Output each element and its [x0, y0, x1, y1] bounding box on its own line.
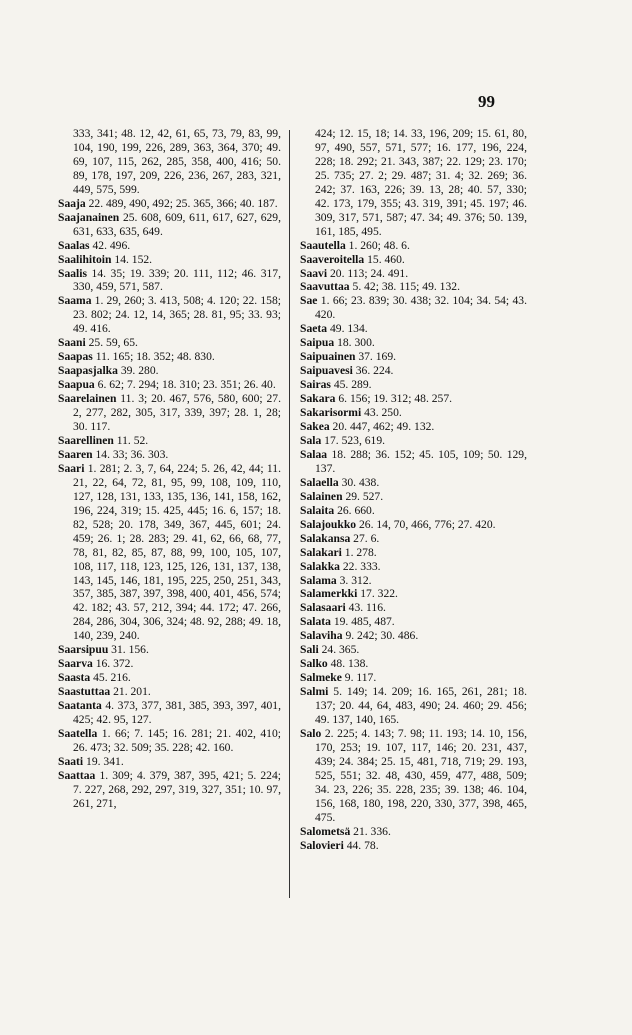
- index-entry: [300, 574, 527, 588]
- entry-references: 31. 156.: [111, 643, 149, 657]
- entry-headword: Sakara: [300, 392, 336, 406]
- entry-references: 21. 336.: [353, 824, 391, 838]
- entry-references: 1. 260; 48. 6.: [348, 238, 410, 252]
- entry-references: 44. 78.: [346, 838, 379, 852]
- entry-headword: Salakari: [300, 545, 342, 559]
- index-entry: [300, 420, 527, 434]
- entry-headword: Saarelainen: [58, 392, 117, 406]
- index-entry: [58, 253, 281, 267]
- entry-references: 6. 156; 19. 312; 48. 257.: [338, 392, 453, 406]
- entry-references: 11. 52.: [116, 433, 149, 447]
- entry-headword: Saipuavesi: [300, 364, 353, 378]
- entry-headword: Salainen: [300, 489, 343, 503]
- index-entry: [58, 462, 281, 643]
- index-entry: [58, 699, 281, 727]
- index-column-right: [300, 127, 527, 853]
- entry-headword: Saalihitoin: [58, 252, 112, 266]
- entry-headword: Saeta: [300, 322, 328, 336]
- entry-headword: Salakka: [300, 559, 340, 573]
- entry-references: 43. 116.: [348, 601, 386, 615]
- entry-references: 1. 66; 23. 839; 30. 438; 32. 104; 34. 54; 43. 420.: [315, 294, 528, 322]
- entry-headword: Saapas: [58, 350, 93, 364]
- entry-references: 17. 523, 619.: [324, 433, 386, 447]
- entry-headword: Salamerkki: [300, 587, 358, 601]
- index-entry: [300, 615, 527, 629]
- index-entry: [300, 364, 527, 378]
- index-entry: [300, 294, 527, 322]
- entry-headword: Sali: [300, 643, 319, 657]
- index-entry: [58, 239, 281, 253]
- entry-headword: Saavi: [300, 266, 328, 280]
- entry-headword: Saaja: [58, 196, 86, 210]
- entry-headword: Saautella: [300, 238, 346, 252]
- index-entry: [300, 671, 527, 685]
- entry-headword: Saaren: [58, 447, 93, 461]
- entry-headword: Saajanainen: [58, 210, 120, 224]
- entry-headword: Saastuttaa: [58, 685, 111, 699]
- index-entry: [300, 253, 527, 267]
- index-entry: [58, 211, 281, 239]
- index-entry: [300, 560, 527, 574]
- index-entry: [58, 350, 281, 364]
- entry-headword: Saarva: [58, 657, 93, 671]
- entry-headword: Saalis: [58, 266, 87, 280]
- index-entry: [300, 727, 527, 825]
- entry-headword: Saipuainen: [300, 350, 356, 364]
- entry-headword: Salata: [300, 615, 331, 629]
- index-entry: [300, 490, 527, 504]
- index-entry: [300, 643, 527, 657]
- entry-headword: Saavuttaa: [300, 280, 350, 294]
- entry-headword: Saarsipuu: [58, 643, 109, 657]
- entry-headword: Sae: [300, 294, 318, 308]
- entry-headword: Saatella: [58, 726, 98, 740]
- index-entry: [300, 518, 527, 532]
- entry-references: 14. 35; 19. 339; 20. 111, 112; 46. 317, 330, 459, 571, 587.: [73, 266, 281, 294]
- entry-headword: Saatanta: [58, 699, 102, 713]
- index-entry: [58, 392, 281, 434]
- entry-references: 5. 149; 14. 209; 16. 165, 261, 281; 18. 137; 20. 44, 64, 483, 490; 24. 460; 29. 456; 49. 137, 140, 165.: [315, 685, 527, 727]
- entry-references: 3. 312.: [339, 573, 372, 587]
- entry-headword: Salometsä: [300, 824, 351, 838]
- entry-headword: Salaa: [300, 447, 328, 461]
- entry-references: 45. 289.: [333, 378, 372, 392]
- index-entry: [300, 601, 527, 615]
- index-entry: [300, 504, 527, 518]
- index-entry: [300, 825, 527, 839]
- entry-headword: Salama: [300, 573, 337, 587]
- index-entry: [300, 839, 527, 853]
- index-entry: [58, 657, 281, 671]
- entry-headword: Saama: [58, 294, 92, 308]
- entry-references: 29. 527.: [345, 489, 384, 503]
- entry-references: 11. 165; 18. 352; 48. 830.: [95, 350, 215, 364]
- entry-headword: Salaviha: [300, 629, 343, 643]
- entry-references: 21. 201.: [113, 685, 151, 699]
- entry-headword: Sakea: [300, 420, 330, 434]
- entry-references: 4. 373, 377, 381, 385, 393, 397, 401, 425; 42. 95, 127.: [73, 699, 281, 727]
- index-entry: [300, 127, 527, 239]
- entry-references: 1. 281; 2. 3, 7, 64, 224; 5. 26, 42, 44; 11. 21, 22, 64, 72, 81, 95, 99, 108, 109, 110, 127, 128, 131, 133, 135, 136, 141, 158, 162, 196, 224, 319; 15. 425, 445; 16. 6, 157; 18. 82, 528; 20. 178, 349, 367, 445, 601; 24. 459; 26. 1; 28. 283; 29. 41, 62, 66, 68, 77, 78, 81, 82, 85, 87, 88, 99, 100, 105, 107, 108, 117, 118, 123, 125, 126, 131, 137, 138, 143, 145, 146, 181, 195, 225, 250, 251, 343, 357, 385, 387, 397, 398, 400, 401, 456, 574; 42. 182; 43. 57, 212, 394; 44. 172; 47. 266, 284, 286, 304, 306, 324; 48. 92, 288; 49. 18, 140, 239, 240.: [73, 461, 281, 643]
- entry-headword: Salakansa: [300, 531, 351, 545]
- index-entry: [300, 546, 527, 560]
- entry-references: 36. 224.: [355, 364, 394, 378]
- entry-references: 18. 300.: [337, 336, 375, 350]
- entry-headword: Salmeke: [300, 671, 342, 685]
- index-entry: [58, 267, 281, 295]
- entry-references: 6. 62; 7. 294; 18. 310; 23. 351; 26. 40.: [97, 378, 276, 392]
- index-entry: [58, 294, 281, 336]
- page-number: 99: [478, 92, 495, 111]
- entry-references: 2. 225; 4. 143; 7. 98; 11. 193; 14. 10, 156, 170, 253; 19. 107, 117, 146; 20. 231, 437, 439; 24. 384; 25. 15, 481, 718, 719; 29. 193, 525, 551; 32. 48, 430, 459, 477, 488, 509; 34. 23, 226; 35. 228, 235; 39. 138; 46. 104, 156, 168, 180, 198, 220, 330, 377, 398, 465, 475.: [315, 726, 527, 824]
- index-entry: [58, 434, 281, 448]
- index-entry: [300, 532, 527, 546]
- entry-references: 24. 365.: [321, 643, 360, 657]
- entry-references: 19. 341.: [86, 754, 124, 768]
- entry-headword: Saani: [58, 336, 86, 350]
- index-entry: [58, 755, 281, 769]
- entry-references: 37. 169.: [358, 350, 397, 364]
- entry-references: 30. 438.: [341, 475, 380, 489]
- entry-references: 333, 341; 48. 12, 42, 61, 65, 73, 79, 83, 99, 104, 190, 199, 226, 289, 363, 364, 370; 49. 69, 107, 115, 262, 285, 358, 400, 416; 50. 89, 178, 197, 209, 226, 236, 267, 283, 321, 449, 575, 599.: [73, 127, 281, 196]
- entry-references: 39. 280.: [120, 364, 159, 378]
- entry-references: 19. 485, 487.: [333, 615, 395, 629]
- index-entry: [58, 364, 281, 378]
- index-entry: [300, 336, 527, 350]
- index-entry: [300, 406, 527, 420]
- entry-headword: Saati: [58, 754, 84, 768]
- entry-references: 1. 29, 260; 3. 413, 508; 4. 120; 22. 158; 23. 802; 24. 12, 14, 365; 28. 81, 95; 33. 93; 49. 416.: [73, 294, 281, 336]
- entry-headword: Saapua: [58, 378, 95, 392]
- entry-references: 26. 14, 70, 466, 776; 27. 420.: [358, 517, 496, 531]
- entry-headword: Salajoukko: [300, 517, 357, 531]
- index-entry: [58, 197, 281, 211]
- entry-references: 26. 660.: [337, 503, 375, 517]
- entry-headword: Saattaa: [58, 768, 96, 782]
- entry-references: 5. 42; 38. 115; 49. 132.: [352, 280, 460, 294]
- index-entry: [300, 280, 527, 294]
- entry-references: 49. 134.: [329, 322, 368, 336]
- index-entry: [300, 657, 527, 671]
- entry-references: 48. 138.: [330, 657, 369, 671]
- entry-references: 22. 489, 490, 492; 25. 365, 366; 40. 187.: [88, 196, 278, 210]
- entry-headword: Sakarisormi: [300, 406, 362, 420]
- entry-references: 45. 216.: [93, 671, 131, 685]
- entry-references: 14. 152.: [114, 252, 153, 266]
- entry-references: 18. 288; 36. 152; 45. 105, 109; 50. 129, 137.: [315, 447, 527, 475]
- entry-headword: Sairas: [300, 378, 331, 392]
- index-column-left: [58, 127, 281, 811]
- index-entry: [300, 322, 527, 336]
- entry-references: 25. 608, 609, 611, 617, 627, 629, 631, 633, 635, 649.: [73, 210, 281, 238]
- index-entry: [58, 685, 281, 699]
- entry-headword: Saapasjalka: [58, 364, 118, 378]
- index-entry: [300, 392, 527, 406]
- entry-headword: Saarellinen: [58, 433, 114, 447]
- index-entry: [300, 685, 527, 727]
- entry-references: 1. 66; 7. 145; 16. 281; 21. 402, 410; 26. 473; 32. 509; 35. 228; 42. 160.: [73, 726, 281, 754]
- entry-references: 14. 33; 36. 303.: [95, 447, 169, 461]
- entry-headword: Salo: [300, 726, 322, 740]
- index-entry: [300, 629, 527, 643]
- entry-references: 42. 496.: [92, 238, 131, 252]
- entry-headword: Salovieri: [300, 838, 344, 852]
- index-entry: [58, 671, 281, 685]
- entry-references: 11. 3; 20. 467, 576, 580, 600; 27. 2, 277, 282, 305, 317, 339, 397; 28. 1, 28; 30. 117.: [73, 392, 281, 434]
- entry-references: 25. 59, 65.: [88, 336, 138, 350]
- index-entry: [58, 769, 281, 811]
- entry-headword: Saari: [58, 461, 85, 475]
- index-entry: [58, 643, 281, 657]
- index-entry: [58, 448, 281, 462]
- entry-references: 9. 117.: [344, 671, 377, 685]
- index-entry: [58, 127, 281, 197]
- entry-references: 20. 113; 24. 491.: [329, 266, 409, 280]
- entry-headword: Saaveroitella: [300, 252, 365, 266]
- index-entry: [300, 267, 527, 281]
- entry-headword: Saasta: [58, 671, 91, 685]
- entry-references: 15. 460.: [367, 252, 405, 266]
- entry-references: 20. 447, 462; 49. 132.: [332, 420, 435, 434]
- entry-headword: Salaella: [300, 475, 339, 489]
- entry-headword: Saipua: [300, 336, 335, 350]
- entry-headword: Salasaari: [300, 601, 346, 615]
- index-entry: [300, 587, 527, 601]
- entry-references: 43. 250.: [364, 406, 402, 420]
- column-divider: [289, 130, 290, 898]
- entry-references: 1. 278.: [344, 545, 377, 559]
- index-entry: [300, 350, 527, 364]
- entry-headword: Salaita: [300, 503, 335, 517]
- index-entry: [58, 727, 281, 755]
- index-entry: [300, 476, 527, 490]
- index-entry: [300, 434, 527, 448]
- entry-references: 424; 12. 15, 18; 14. 33, 196, 209; 15. 61, 80, 97, 490, 557, 571, 577; 16. 177, 196, 224, 228; 18. 292; 21. 343, 387; 22. 129; 23. 170; 25. 735; 27. 2; 29. 487; 31. 4; 32. 269; 36. 242; 37. 163, 226; 39. 13, 28; 40. 57, 330; 42. 173, 179, 355; 43. 319, 391; 45. 197; 46. 309, 317, 571, 587; 47. 34; 49. 376; 50. 139, 161, 185, 495.: [315, 127, 527, 238]
- entry-references: 9. 242; 30. 486.: [345, 629, 419, 643]
- index-entry: [300, 448, 527, 476]
- index-entry: [300, 378, 527, 392]
- entry-headword: Saalas: [58, 238, 90, 252]
- index-entry: [58, 378, 281, 392]
- entry-references: 22. 333.: [342, 559, 381, 573]
- entry-references: 27. 6.: [353, 531, 380, 545]
- index-entry: [300, 239, 527, 253]
- entry-headword: Salmi: [300, 685, 329, 699]
- index-entry: [58, 336, 281, 350]
- entry-references: 1. 309; 4. 379, 387, 395, 421; 5. 224; 7. 227, 268, 292, 297, 319, 327, 351; 10. 97, 261, 271,: [73, 768, 281, 810]
- entry-headword: Sala: [300, 433, 322, 447]
- entry-references: 16. 372.: [95, 657, 134, 671]
- entry-references: 17. 322.: [360, 587, 398, 601]
- entry-headword: Salko: [300, 657, 328, 671]
